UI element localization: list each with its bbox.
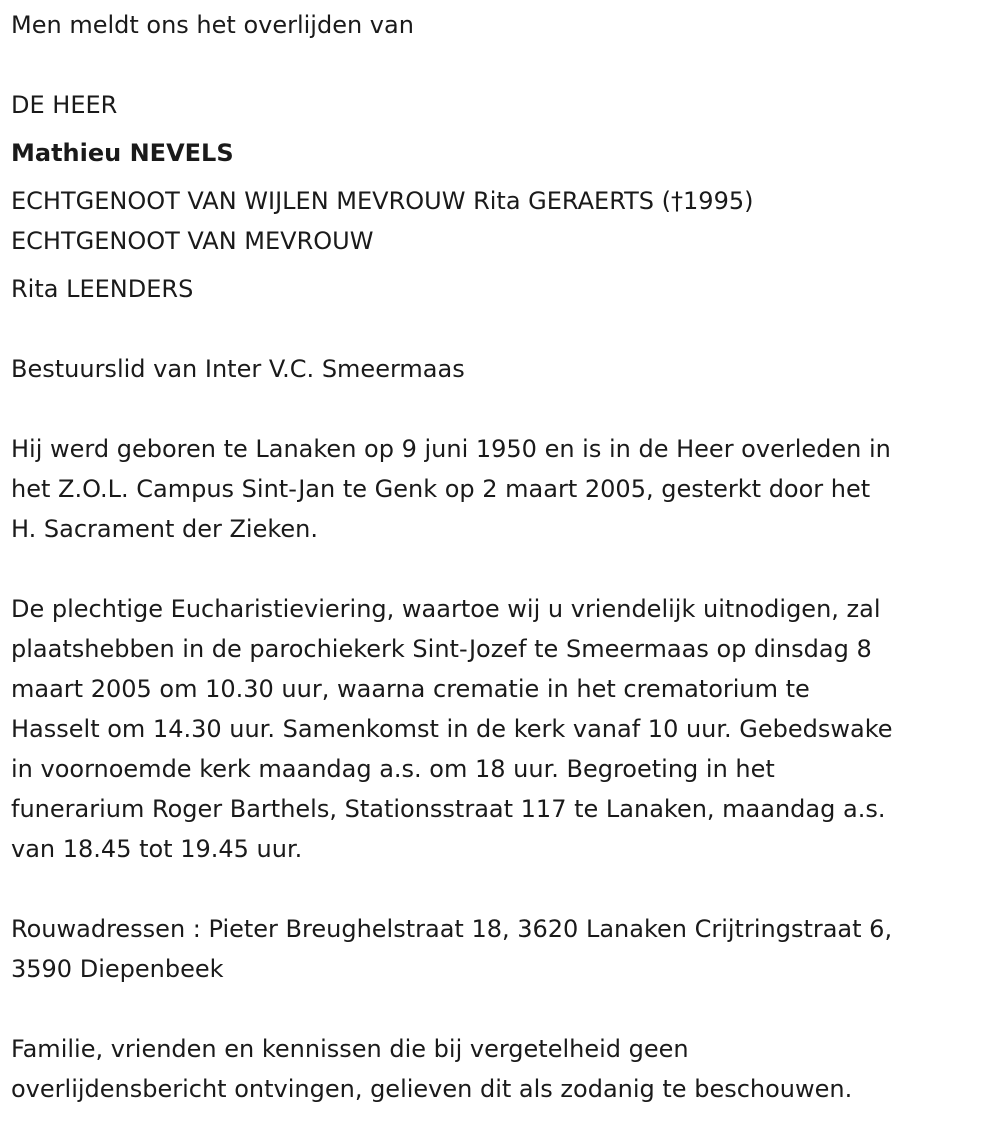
paragraph-line: maart 2005 om 10.30 uur, waarna crematie in het crematorium te	[11, 675, 810, 703]
deceased-name: Mathieu NEVELS	[11, 139, 234, 167]
closing-paragraph	[11, 1029, 991, 1109]
paragraph-line: Hij werd geboren te Lanaken op 9 juni 1950 en is in de Heer overleden in	[11, 435, 891, 463]
paragraph-line: in voornoemde kerk maandag a.s. om 18 uur. Begroeting in het	[11, 755, 775, 783]
spacer	[11, 389, 991, 429]
paragraph-line: De plechtige Eucharistieviering, waartoe wij u vriendelijk uitnodigen, zal	[11, 595, 881, 623]
paragraph-line: plaatshebben in de parochiekerk Sint-Jozef te Smeermaas op dinsdag 8	[11, 635, 872, 663]
relation-spouse: ECHTGENOOT VAN MEVROUW	[11, 227, 374, 255]
paragraph-line: 3590 Diepenbeek	[11, 955, 224, 983]
paragraph-line: het Z.O.L. Campus Sint-Jan te Genk op 2 maart 2005, gesterkt door het	[11, 475, 871, 503]
paragraph-line: H. Sacrament der Zieken.	[11, 515, 319, 543]
spacer	[11, 309, 991, 349]
paragraph-line: van 18.45 tot 19.45 uur.	[11, 835, 303, 863]
paragraph-line: Familie, vrienden en kennissen die bij vergetelheid geen	[11, 1035, 689, 1063]
spouse-name: Rita LEENDERS	[11, 275, 194, 303]
role-text: Bestuurslid van Inter V.C. Smeermaas	[11, 355, 465, 383]
birth-death-paragraph	[11, 429, 991, 549]
relation-late-spouse: ECHTGENOOT VAN WIJLEN MEVROUW Rita GERAERTS (†1995)	[11, 187, 754, 215]
paragraph-line: overlijdensbericht ontvingen, gelieven dit als zodanig te beschouwen.	[11, 1075, 853, 1103]
paragraph-line: Hasselt om 14.30 uur. Samenkomst in de kerk vanaf 10 uur. Gebedswake	[11, 715, 893, 743]
paragraph-line: Rouwadressen : Pieter Breughelstraat 18, 3620 Lanaken Crijtringstraat 6,	[11, 915, 893, 943]
ceremony-paragraph	[11, 589, 991, 869]
paragraph-line: funerarium Roger Barthels, Stationsstraat 117 te Lanaken, maandag a.s.	[11, 795, 886, 823]
spacer	[11, 549, 991, 589]
spacer	[11, 989, 991, 1029]
intro-text: Men meldt ons het overlijden van	[11, 11, 414, 39]
honorific: DE HEER	[11, 91, 118, 119]
spacer	[11, 45, 991, 85]
spacer	[11, 869, 991, 909]
death-notice	[11, 5, 991, 1109]
addresses-paragraph	[11, 909, 991, 989]
